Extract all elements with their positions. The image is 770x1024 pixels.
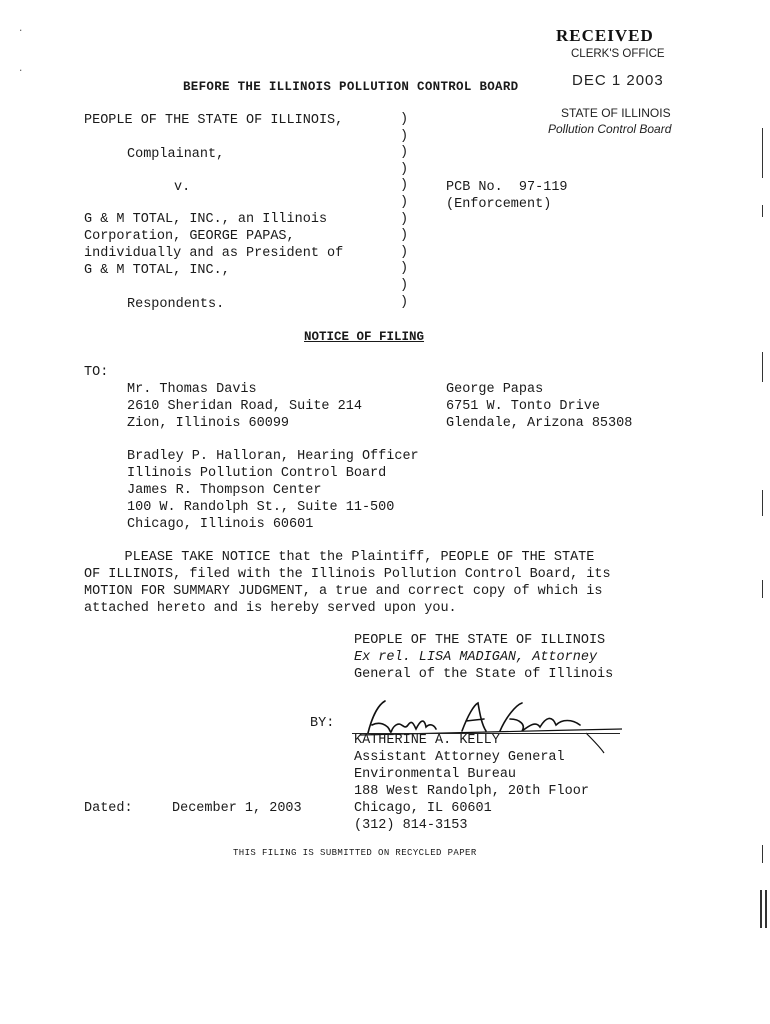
signatory-line: Chicago, IL 60601 [354,801,492,816]
signatory-line: 188 West Randolph, 20th Floor [354,784,589,799]
body-line: OF ILLINOIS, filed with the Illinois Pollution Control Board, its [84,567,611,582]
dated-label: Dated: [84,801,133,816]
stamp-date: DEC 1 2003 [572,72,664,89]
signatory-line: (312) 814-3153 [354,818,468,833]
signatory-line: Assistant Attorney General [354,750,565,765]
recipient-line: James R. Thompson Center [127,483,322,498]
respondent-line: G & M TOTAL, INC., an Illinois [84,212,328,227]
versus-label: v. [174,180,191,195]
scan-edge-mark [762,128,763,178]
body-line: PLEASE TAKE NOTICE that the Plaintiff, PEOPLE OF THE STATE [84,550,595,565]
respondent-line: Corporation, GEORGE PAPAS, [84,229,295,244]
signatory-line: KATHERINE A. KELLY [354,733,500,748]
scan-edge-mark [765,890,767,928]
recipient-line: Illinois Pollution Control Board [127,466,387,481]
scan-edge-mark [762,490,763,516]
recipient-line: George Papas [446,382,544,397]
stamp-board: Pollution Control Board [548,122,672,136]
respondent-line: individually and as President of [84,246,344,261]
recipient-line: Glendale, Arizona 85308 [446,416,633,431]
recycled-paper-note: THIS FILING IS SUBMITTED ON RECYCLED PAPER [233,848,477,858]
recipient-line: 2610 Sheridan Road, Suite 214 [127,399,362,414]
party-line: General of the State of Illinois [354,667,614,682]
recipient-line: 100 W. Randolph St., Suite 11-500 [127,500,395,515]
court-heading: BEFORE THE ILLINOIS POLLUTION CONTROL BOARD [183,80,519,94]
scan-edge-mark [762,580,763,598]
scan-edge-mark [762,352,763,382]
party-line: PEOPLE OF THE STATE OF ILLINOIS [354,633,606,648]
scan-speck: · [18,66,24,76]
to-label: TO: [84,365,109,380]
recipient-line: Zion, Illinois 60099 [127,416,290,431]
received-stamp: RECEIVED [556,26,654,45]
stamp-state: STATE OF ILLINOIS [561,106,671,120]
signatory-line: Environmental Bureau [354,767,517,782]
body-line: attached hereto and is hereby served upon you. [84,601,457,616]
dated-value: December 1, 2003 [172,801,302,816]
respondent-line: G & M TOTAL, INC., [84,263,230,278]
scan-edge-mark [762,845,763,863]
plaintiff-name: PEOPLE OF THE STATE OF ILLINOIS, [84,113,344,128]
document-title: NOTICE OF FILING [304,330,425,344]
by-label: BY: [310,716,335,731]
party-line: Ex rel. LISA MADIGAN, Attorney [354,650,598,665]
body-line: MOTION FOR SUMMARY JUDGMENT, a true and correct copy of which is [84,584,603,599]
case-number: PCB No. 97-119 [446,180,568,195]
recipient-line: 6751 W. Tonto Drive [446,399,600,414]
scan-speck: · [18,26,24,36]
caption-divider: ) ) ) ) ) ) ) ) ) ) ) ) [400,112,409,310]
recipient-line: Mr. Thomas Davis [127,382,257,397]
recipient-line: Bradley P. Halloran, Hearing Officer [127,449,419,464]
complainant-label: Complainant, [127,147,225,162]
scan-edge-mark [762,205,763,217]
recipient-line: Chicago, Illinois 60601 [127,517,314,532]
stamp-office: CLERK'S OFFICE [571,48,665,60]
case-type: (Enforcement) [446,197,552,212]
respondents-label: Respondents. [127,297,225,312]
scan-edge-mark [760,890,762,928]
